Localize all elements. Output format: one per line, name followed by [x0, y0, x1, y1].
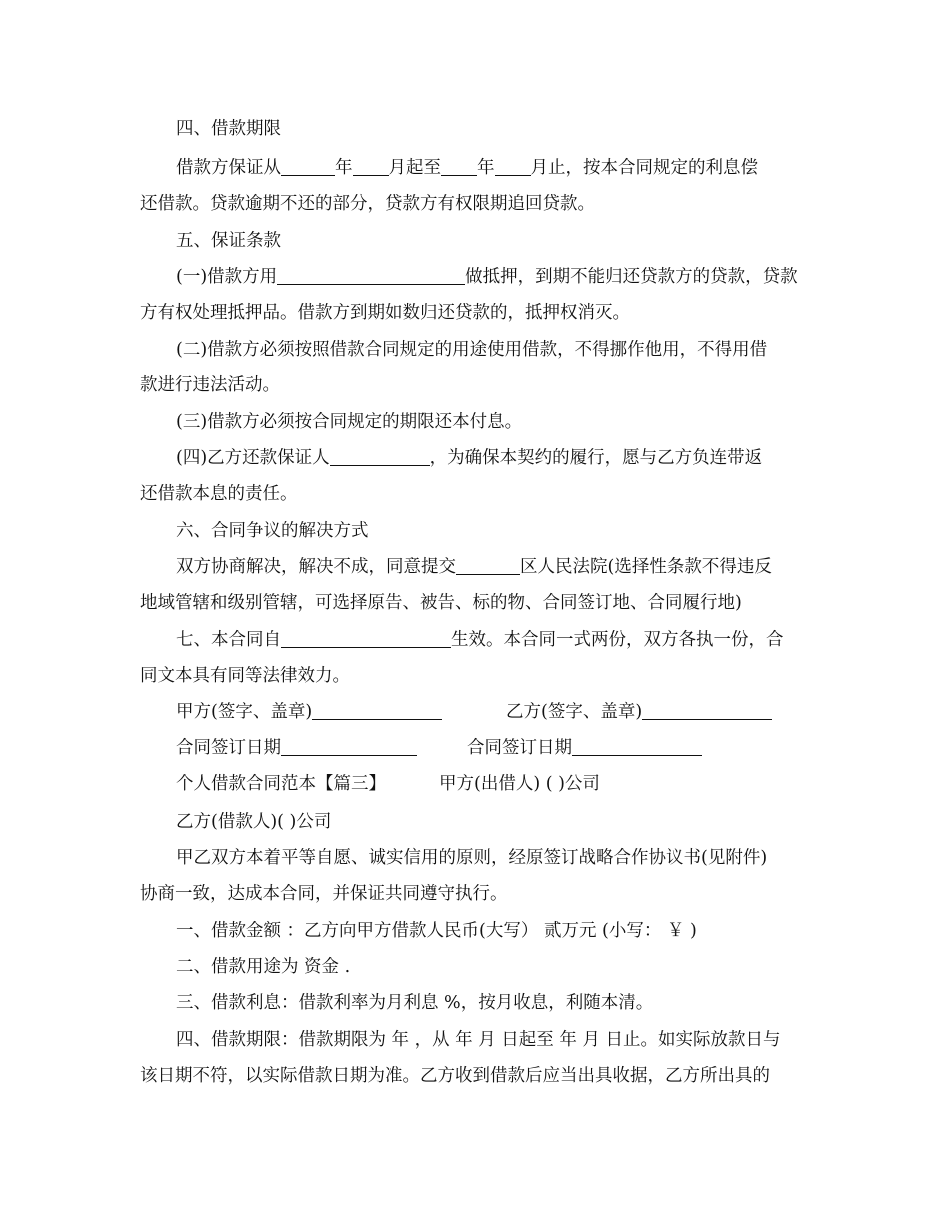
section-7-line-1: 七、本合同自 生效。本合同一式两份，双方各执一份，合 [176, 630, 784, 650]
section-7-line-2: 同文本具有同等法律效力。 [140, 666, 350, 686]
section-4-paragraph-line-2: 还借款。贷款逾期不还的部分，贷款方有权限期追回贷款。 [140, 194, 595, 214]
blank-date-b [572, 737, 702, 756]
section-5-item-4-line-2: 还借款本息的责任。 [140, 484, 298, 504]
part-3-party-a: 甲方(出借人) ( )公司 [439, 774, 600, 794]
blank-court-district [456, 556, 520, 575]
part-3-intro-line-1: 甲乙双方本着平等自愿、诚实信用的原则，经原签订战略合作协议书(见附件) [176, 848, 768, 868]
part-3-clause-3: 三、借款利息：借款利率为月利息 %，按月收息，利随本清。 [176, 993, 654, 1013]
blank-signature-a [312, 701, 442, 720]
sign-date-a: 合同签订日期 [176, 736, 417, 760]
sign-date-b: 合同签订日期 [467, 736, 702, 760]
part-3-clause-1: 一、借款金额 ：乙方向甲方借款人民币(大写） 贰万元 (小写： ￥ ) [176, 921, 697, 941]
section-4-title: 四、借款期限 [176, 119, 281, 139]
section-5-item-2-line-2: 款进行违法活动。 [140, 375, 280, 395]
part-3-title: 个人借款合同范本【篇三】 [176, 774, 386, 794]
blank-effective-date [281, 629, 451, 648]
section-4-paragraph-line-1: 借款方保证从 年 月起至 年 月止，按本合同规定的利息偿 [176, 158, 758, 178]
section-5-item-3: (三)借款方必须按合同规定的期限还本付息。 [176, 412, 523, 432]
part-3-clause-2: 二、借款用途为 资金 . [176, 957, 351, 977]
blank-end-year [441, 157, 477, 176]
part-3-clause-4-line-2: 该日期不符，以实际借款日期为准。乙方收到借款后应当出具收据，乙方所出具的 [140, 1066, 770, 1086]
blank-signature-b [642, 701, 772, 720]
blank-guarantor [330, 447, 430, 466]
part-3-intro-line-2: 协商一致，达成本合同，并保证共同遵守执行。 [140, 884, 508, 904]
section-5-item-2-line-1: (二)借款方必须按照借款合同规定的用途使用借款，不得挪作他用，不得用借 [176, 340, 768, 360]
signature-party-a: 甲方(签字、盖章) [176, 700, 442, 724]
section-6-paragraph-line-2: 地域管辖和级别管辖，可选择原告、被告、标的物、合同签订地、合同履行地) [140, 593, 742, 613]
section-5-title: 五、保证条款 [176, 231, 281, 251]
blank-start-month [353, 157, 389, 176]
section-5-item-1-line-2: 方有权处理抵押品。借款方到期如数归还贷款的，抵押权消灭。 [140, 303, 630, 323]
blank-end-month [495, 157, 531, 176]
part-3-clause-4-line-1: 四、借款期限：借款期限为 年 ，从 年 月 日起至 年 月 日止。如实际放款日与 [176, 1030, 781, 1050]
section-5-item-4-line-1: (四)乙方还款保证人 ，为确保本契约的履行，愿与乙方负连带返 [176, 448, 763, 468]
section-5-item-1-line-1: (一)借款方用 做抵押，到期不能归还贷款方的贷款，贷款 [176, 267, 798, 287]
section-6-paragraph-line-1: 双方协商解决，解决不成，同意提交 区人民法院(选择性条款不得违反 [176, 557, 772, 577]
blank-collateral [277, 266, 465, 285]
blank-date-a [281, 737, 417, 756]
signature-party-b: 乙方(签字、盖章) [506, 700, 772, 724]
blank-start-year [281, 157, 335, 176]
section-6-title: 六、合同争议的解决方式 [176, 521, 369, 541]
part-3-party-b: 乙方(借款人)( )公司 [176, 812, 332, 832]
